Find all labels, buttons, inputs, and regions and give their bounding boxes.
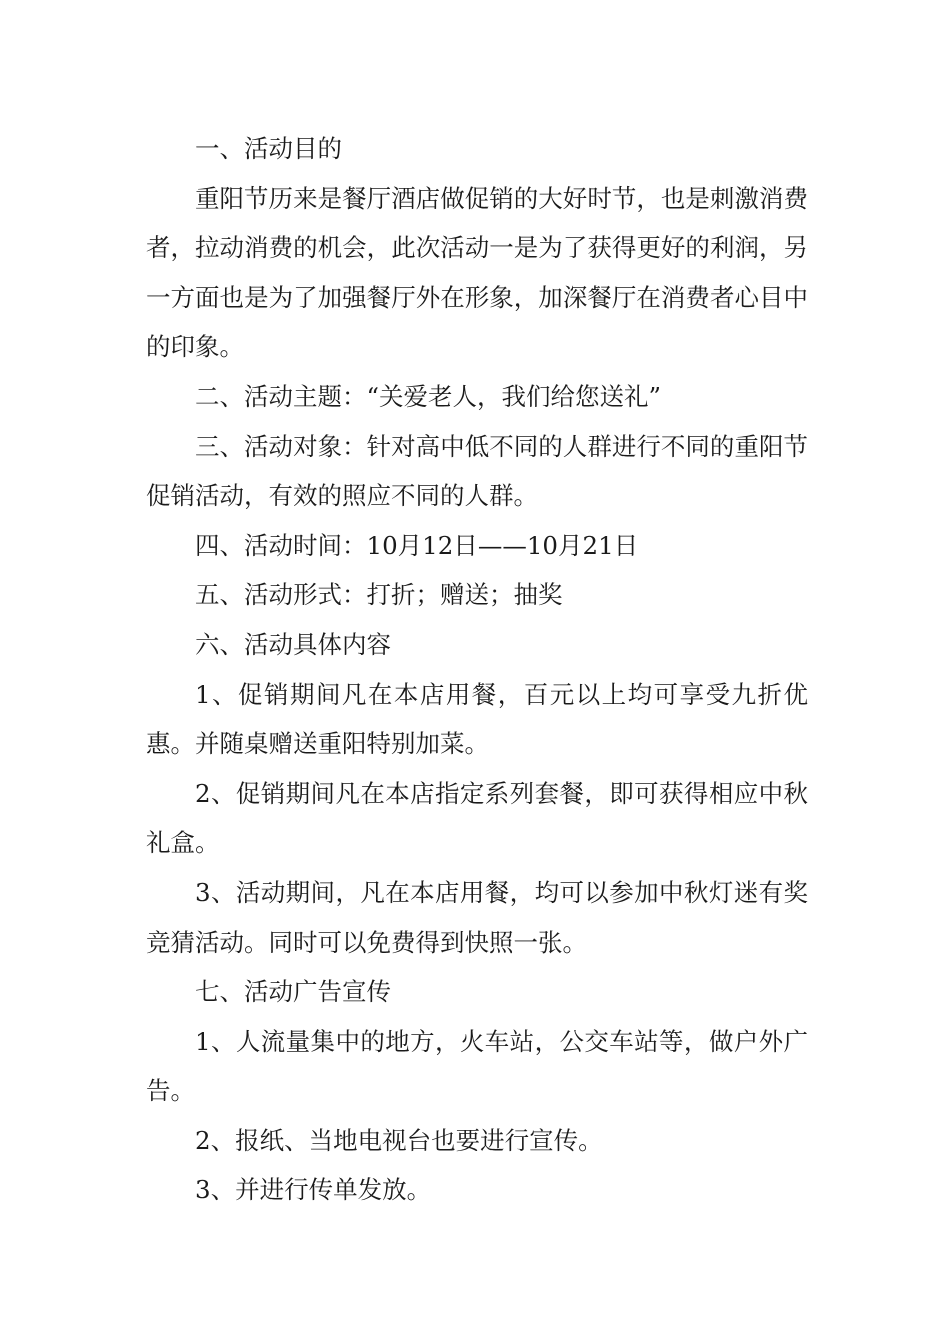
list-item-advertising-2: 2、报纸、当地电视台也要进行宣传。 <box>195 1125 603 1155</box>
list-item-content-2: 2、促销期间凡在本店指定系列套餐，即可获得相应中秋礼盒。 <box>146 778 808 858</box>
list-item-content-3: 3、活动期间，凡在本店用餐，均可以参加中秋灯迷有奖竞猜活动。同时可以免费得到快照一张。 <box>146 877 808 957</box>
heading-purpose: 一、活动目的 <box>195 134 342 163</box>
heading-audience: 三、活动对象：针对高中低不同的人群进行不同的重阳节促销活动，有效的照应不同的人群。 <box>146 431 808 511</box>
heading-content: 六、活动具体内容 <box>195 629 391 659</box>
paragraph-purpose: 重阳节历来是餐厅酒店做促销的大好时节，也是刺激消费者，拉动消费的机会，此次活动一是为了获得更好的利润，另一方面也是为了加强餐厅外在形象，加深餐厅在消费者心目中的印象。 <box>146 183 808 362</box>
heading-theme: 二、活动主题：“关爱老人，我们给您送礼” <box>195 381 662 411</box>
document-body <box>146 124 808 1215</box>
list-item-advertising-1: 1、人流量集中的地方，火车站，公交车站等，做户外广告。 <box>146 1026 808 1106</box>
heading-advertising: 七、活动广告宣传 <box>195 977 391 1007</box>
heading-time: 四、活动时间：10月12日——10月21日 <box>195 530 639 560</box>
list-item-content-1: 1、促销期间凡在本店用餐，百元以上均可享受九折优惠。并随桌赠送重阳特别加菜。 <box>146 679 808 759</box>
heading-format: 五、活动形式：打折；赠送；抽奖 <box>195 580 563 610</box>
list-item-advertising-3: 3、并进行传单发放。 <box>195 1175 432 1205</box>
